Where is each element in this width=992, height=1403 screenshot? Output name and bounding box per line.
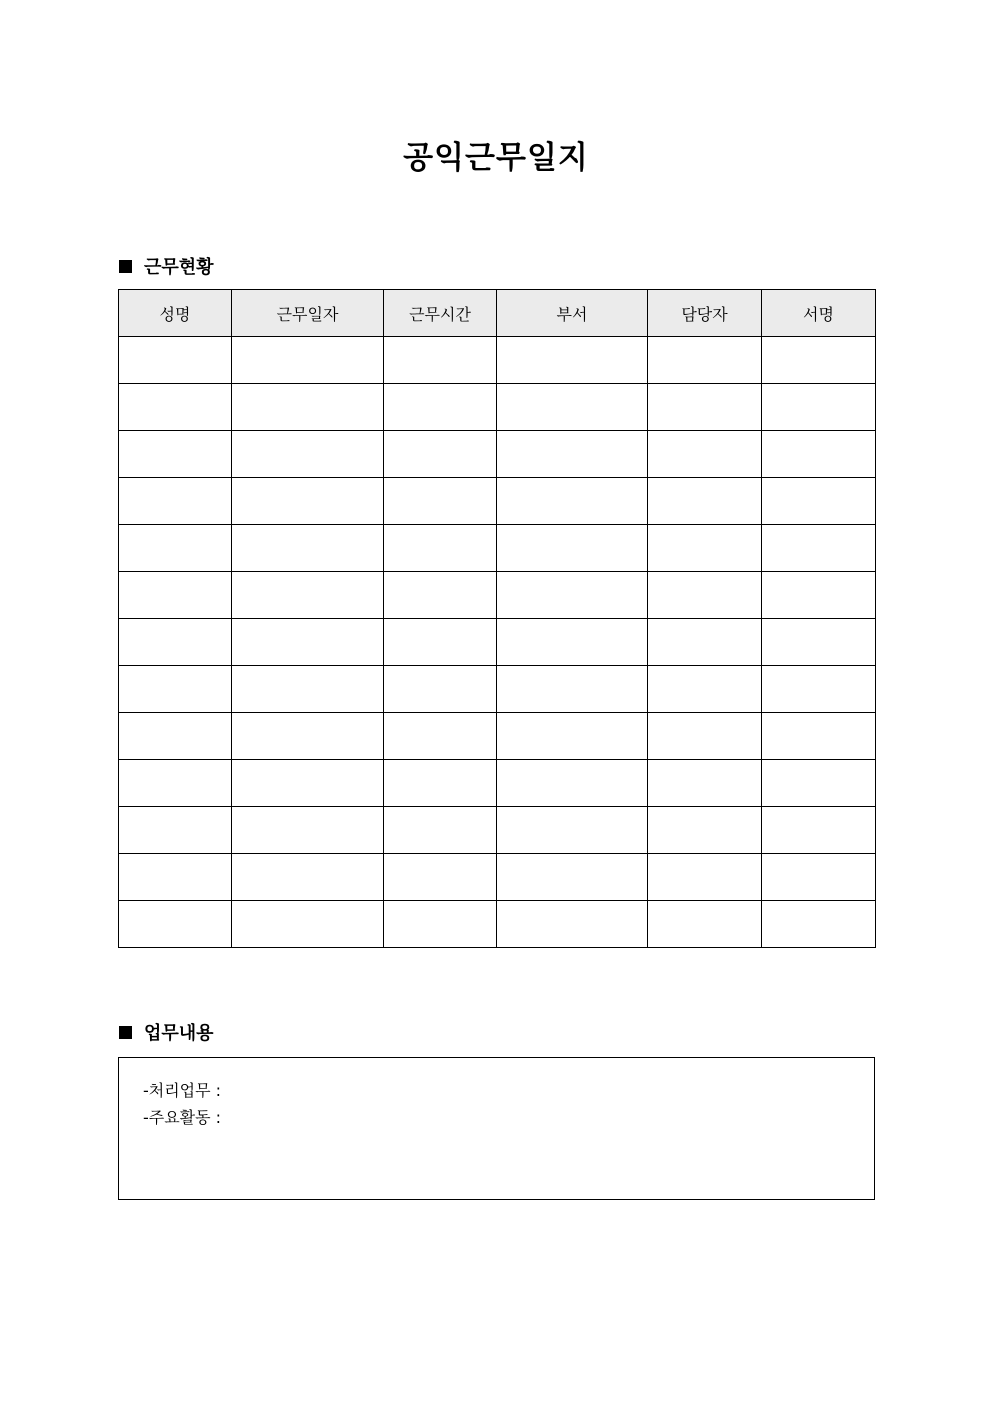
cell-work-date[interactable] bbox=[232, 478, 384, 525]
cell-manager[interactable] bbox=[648, 619, 762, 666]
cell-manager[interactable] bbox=[648, 384, 762, 431]
cell-work-date[interactable] bbox=[232, 807, 384, 854]
cell-department[interactable] bbox=[497, 807, 648, 854]
cell-name[interactable] bbox=[119, 713, 232, 760]
table-row bbox=[119, 572, 876, 619]
cell-work-time[interactable] bbox=[384, 666, 497, 713]
work-status-table bbox=[118, 289, 876, 948]
cell-work-date[interactable] bbox=[232, 572, 384, 619]
col-header-manager: 담당자 bbox=[648, 290, 762, 337]
cell-name[interactable] bbox=[119, 854, 232, 901]
cell-work-time[interactable] bbox=[384, 619, 497, 666]
cell-name[interactable] bbox=[119, 337, 232, 384]
table-row bbox=[119, 901, 876, 948]
cell-work-time[interactable] bbox=[384, 572, 497, 619]
section-heading-label: 업무내용 bbox=[144, 1023, 214, 1044]
square-bullet-icon bbox=[119, 260, 132, 273]
col-header-name: 성명 bbox=[119, 290, 232, 337]
cell-work-date[interactable] bbox=[232, 384, 384, 431]
cell-manager[interactable] bbox=[648, 901, 762, 948]
table-row bbox=[119, 478, 876, 525]
cell-signature[interactable] bbox=[762, 431, 876, 478]
cell-manager[interactable] bbox=[648, 854, 762, 901]
cell-work-time[interactable] bbox=[384, 337, 497, 384]
cell-work-date[interactable] bbox=[232, 901, 384, 948]
cell-signature[interactable] bbox=[762, 619, 876, 666]
table-row bbox=[119, 713, 876, 760]
cell-name[interactable] bbox=[119, 525, 232, 572]
table-row bbox=[119, 431, 876, 478]
col-header-work-time: 근무시간 bbox=[384, 290, 497, 337]
cell-department[interactable] bbox=[497, 901, 648, 948]
table-row bbox=[119, 619, 876, 666]
cell-department[interactable] bbox=[497, 760, 648, 807]
cell-name[interactable] bbox=[119, 431, 232, 478]
cell-work-time[interactable] bbox=[384, 525, 497, 572]
cell-name[interactable] bbox=[119, 384, 232, 431]
cell-work-date[interactable] bbox=[232, 337, 384, 384]
table-row bbox=[119, 666, 876, 713]
cell-work-time[interactable] bbox=[384, 478, 497, 525]
cell-signature[interactable] bbox=[762, 337, 876, 384]
main-activities-line: -주요활동 : bbox=[143, 1108, 222, 1127]
cell-department[interactable] bbox=[497, 478, 648, 525]
cell-work-time[interactable] bbox=[384, 760, 497, 807]
cell-work-time[interactable] bbox=[384, 431, 497, 478]
cell-name[interactable] bbox=[119, 478, 232, 525]
cell-work-time[interactable] bbox=[384, 901, 497, 948]
cell-manager[interactable] bbox=[648, 525, 762, 572]
cell-manager[interactable] bbox=[648, 337, 762, 384]
cell-work-time[interactable] bbox=[384, 854, 497, 901]
cell-work-date[interactable] bbox=[232, 713, 384, 760]
cell-work-time[interactable] bbox=[384, 713, 497, 760]
cell-work-date[interactable] bbox=[232, 760, 384, 807]
cell-department[interactable] bbox=[497, 854, 648, 901]
section-heading-status bbox=[119, 253, 214, 279]
cell-name[interactable] bbox=[119, 807, 232, 854]
cell-signature[interactable] bbox=[762, 713, 876, 760]
cell-name[interactable] bbox=[119, 572, 232, 619]
cell-department[interactable] bbox=[497, 619, 648, 666]
cell-name[interactable] bbox=[119, 760, 232, 807]
col-header-work-date: 근무일자 bbox=[232, 290, 384, 337]
cell-manager[interactable] bbox=[648, 572, 762, 619]
cell-work-date[interactable] bbox=[232, 431, 384, 478]
cell-work-date[interactable] bbox=[232, 854, 384, 901]
cell-work-date[interactable] bbox=[232, 619, 384, 666]
cell-manager[interactable] bbox=[648, 666, 762, 713]
table-row bbox=[119, 384, 876, 431]
cell-name[interactable] bbox=[119, 619, 232, 666]
cell-signature[interactable] bbox=[762, 854, 876, 901]
cell-department[interactable] bbox=[497, 713, 648, 760]
col-header-signature: 서명 bbox=[762, 290, 876, 337]
cell-name[interactable] bbox=[119, 666, 232, 713]
cell-department[interactable] bbox=[497, 384, 648, 431]
cell-signature[interactable] bbox=[762, 666, 876, 713]
table-row bbox=[119, 807, 876, 854]
cell-manager[interactable] bbox=[648, 760, 762, 807]
cell-manager[interactable] bbox=[648, 478, 762, 525]
cell-signature[interactable] bbox=[762, 525, 876, 572]
cell-name[interactable] bbox=[119, 901, 232, 948]
cell-manager[interactable] bbox=[648, 713, 762, 760]
cell-work-time[interactable] bbox=[384, 807, 497, 854]
table-row bbox=[119, 525, 876, 572]
col-header-department: 부서 bbox=[497, 290, 648, 337]
cell-manager[interactable] bbox=[648, 431, 762, 478]
work-content-box bbox=[118, 1057, 875, 1200]
square-bullet-icon bbox=[119, 1026, 132, 1039]
processed-work-line: -처리업무 : bbox=[143, 1081, 222, 1100]
cell-signature[interactable] bbox=[762, 572, 876, 619]
section-heading-work bbox=[119, 1019, 214, 1045]
page-title: 공익근무일지 bbox=[403, 140, 589, 176]
table-row bbox=[119, 337, 876, 384]
cell-work-time[interactable] bbox=[384, 384, 497, 431]
cell-department[interactable] bbox=[497, 572, 648, 619]
cell-department[interactable] bbox=[497, 666, 648, 713]
table-header-row bbox=[119, 290, 876, 337]
cell-work-date[interactable] bbox=[232, 525, 384, 572]
table-row bbox=[119, 854, 876, 901]
cell-signature[interactable] bbox=[762, 478, 876, 525]
cell-signature[interactable] bbox=[762, 384, 876, 431]
cell-department[interactable] bbox=[497, 337, 648, 384]
cell-work-date[interactable] bbox=[232, 666, 384, 713]
cell-department[interactable] bbox=[497, 525, 648, 572]
cell-signature[interactable] bbox=[762, 901, 876, 948]
cell-manager[interactable] bbox=[648, 807, 762, 854]
table-row bbox=[119, 760, 876, 807]
section-heading-label: 근무현황 bbox=[144, 257, 214, 278]
cell-signature[interactable] bbox=[762, 760, 876, 807]
cell-department[interactable] bbox=[497, 431, 648, 478]
cell-signature[interactable] bbox=[762, 807, 876, 854]
